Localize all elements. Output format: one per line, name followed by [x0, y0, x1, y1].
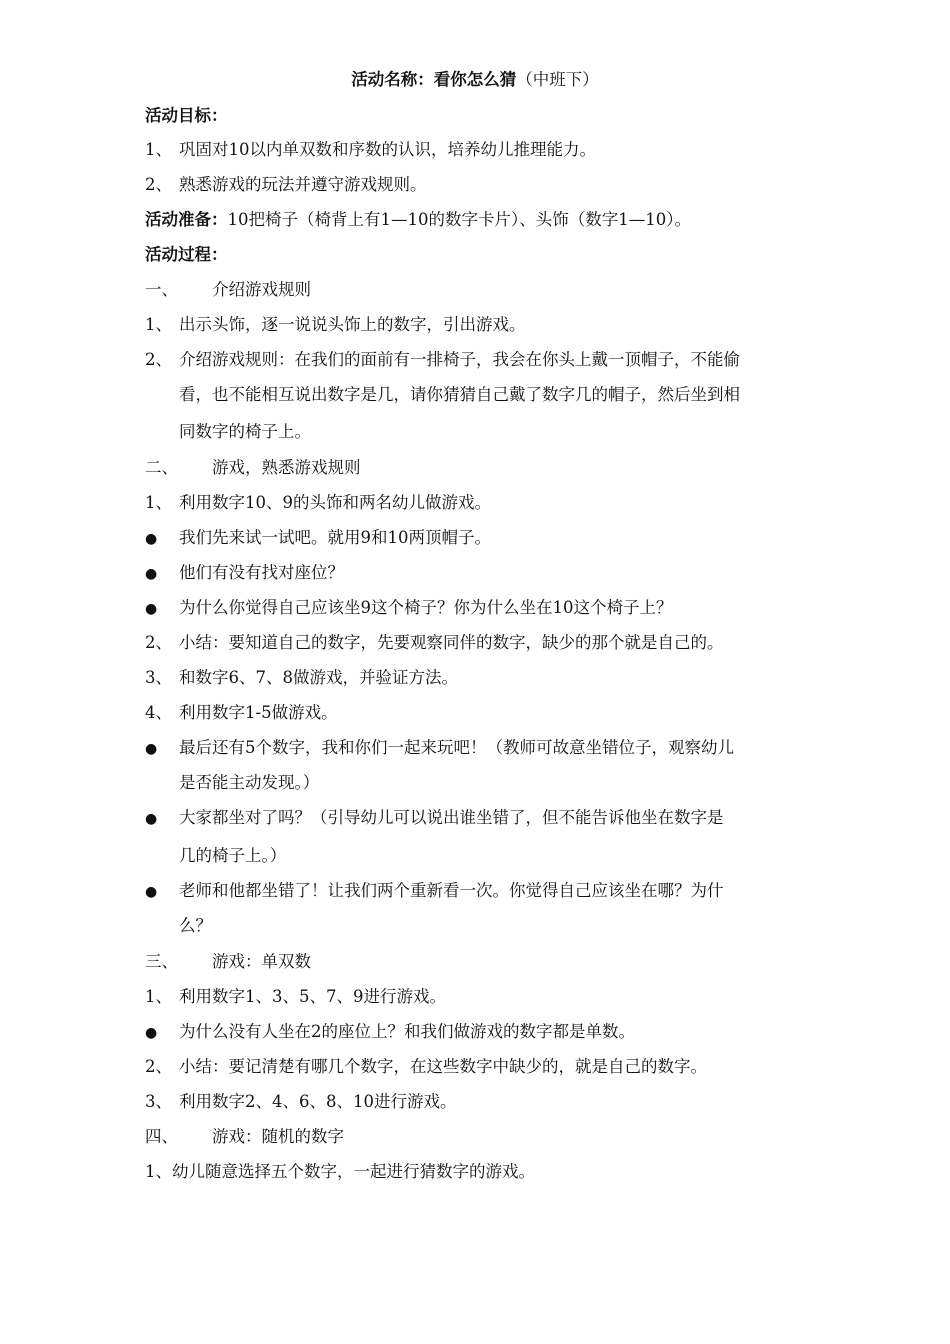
s2-bullet-2-text: 他们有没有找对座位？ — [179, 563, 344, 582]
section-2-num: 二、 — [145, 458, 178, 477]
s2-item-2 — [145, 631, 724, 655]
goal-item-1-num: 1、 — [145, 140, 172, 159]
s2-item-1 — [145, 491, 491, 515]
bullet-icon: ● — [145, 884, 158, 900]
s2-bullet-1 — [145, 526, 491, 551]
s2-item-3-text: 和数字6、7、8做游戏，并验证方法。 — [179, 668, 458, 687]
section-1-title: 介绍游戏规则 — [212, 280, 311, 299]
s2-bullet-6 — [145, 879, 724, 904]
bullet-icon: ● — [145, 601, 158, 617]
section-3-title: 游戏：单双数 — [212, 952, 311, 971]
s2-bullet-4-line-2: 是否能主动发现。） — [179, 773, 320, 792]
s4-item-1 — [145, 1160, 535, 1184]
bullet-icon: ● — [145, 741, 158, 757]
section-1-heading — [145, 278, 311, 302]
s3-item-3-text: 利用数字2、4、6、8、10进行游戏。 — [179, 1092, 457, 1111]
s1-item-2-num: 2、 — [145, 350, 172, 369]
section-3-heading — [145, 950, 311, 974]
s2-bullet-5 — [145, 806, 724, 831]
s4-item-1-text: 幼儿随意选择五个数字，一起进行猜数字的游戏。 — [172, 1162, 535, 1181]
s2-bullet-1-text: 我们先来试一试吧。就用9和10两顶帽子。 — [179, 528, 491, 547]
s4-item-1-num: 1、 — [145, 1162, 172, 1181]
bullet-icon: ● — [145, 531, 158, 547]
section-1-num: 一、 — [145, 280, 178, 299]
goal-item-1-text: 巩固对10以内单双数和序数的认识，培养幼儿推理能力。 — [179, 140, 596, 159]
section-4-num: 四、 — [145, 1127, 178, 1146]
s3-item-1-text: 利用数字1、3、5、7、9进行游戏。 — [179, 987, 446, 1006]
s2-item-3-num: 3、 — [145, 668, 172, 687]
goals-heading: 活动目标： — [145, 106, 228, 125]
s2-bullet-3-text: 为什么你觉得自己应该坐9这个椅子？你为什么坐在10这个椅子上？ — [179, 598, 673, 617]
s2-item-4 — [145, 701, 338, 725]
prep-text: 10把椅子（椅背上有1—10的数字卡片）、头饰（数字1—10）。 — [227, 210, 691, 229]
s2-bullet-4-line-1: 最后还有5个数字，我和你们一起来玩吧！（教师可故意坐错位子，观察幼儿 — [179, 738, 734, 757]
s3-item-3 — [145, 1090, 457, 1114]
s2-bullet-5-line-2: 几的椅子上。） — [179, 846, 287, 865]
s1-item-2-line-3: 同数字的椅子上。 — [179, 422, 311, 441]
s3-item-1-num: 1、 — [145, 987, 172, 1006]
section-2-title: 游戏，熟悉游戏规则 — [212, 458, 361, 477]
title-suffix: （中班下） — [516, 70, 599, 89]
s2-item-1-num: 1、 — [145, 493, 172, 512]
s3-item-1 — [145, 985, 446, 1009]
s2-bullet-6-line-2: 么？ — [179, 916, 212, 935]
s3-item-2-num: 2、 — [145, 1057, 172, 1076]
s2-item-3 — [145, 666, 458, 690]
s2-item-2-num: 2、 — [145, 633, 172, 652]
s1-item-1-text: 出示头饰，逐一说说头饰上的数字，引出游戏。 — [179, 315, 526, 334]
section-2-heading — [145, 456, 361, 480]
s3-bullet-1 — [145, 1020, 635, 1045]
s3-bullet-1-text: 为什么没有人坐在2的座位上？和我们做游戏的数字都是单数。 — [179, 1022, 635, 1041]
s3-item-2 — [145, 1055, 707, 1079]
goal-item-1 — [145, 138, 596, 162]
s1-item-1 — [145, 313, 526, 337]
s2-bullet-6-line-1: 老师和他都坐错了！让我们两个重新看一次。你觉得自己应该坐在哪？为什 — [179, 881, 724, 900]
s2-item-4-num: 4、 — [145, 703, 172, 722]
page-title — [0, 68, 950, 92]
s2-bullet-4 — [145, 736, 734, 761]
s2-item-1-text: 利用数字10、9的头饰和两名幼儿做游戏。 — [179, 493, 491, 512]
s3-item-2-text: 小结：要记清楚有哪几个数字，在这些数字中缺少的，就是自己的数字。 — [179, 1057, 707, 1076]
bullet-icon: ● — [145, 811, 158, 827]
section-4-heading — [145, 1125, 344, 1149]
title-main: 活动名称：看你怎么猜 — [351, 70, 517, 89]
goal-item-2 — [145, 173, 427, 197]
s1-item-2-line-2: 看，也不能相互说出数字是几，请你猜猜自己戴了数字几的帽子，然后坐到相 — [179, 385, 740, 404]
section-3-num: 三、 — [145, 952, 178, 971]
goal-item-2-text: 熟悉游戏的玩法并遵守游戏规则。 — [179, 175, 427, 194]
s2-bullet-2 — [145, 561, 344, 586]
s2-bullet-5-line-1: 大家都坐对了吗？（引导幼儿可以说出谁坐错了，但不能告诉他坐在数字是 — [179, 808, 724, 827]
section-4-title: 游戏：随机的数字 — [212, 1127, 344, 1146]
bullet-icon: ● — [145, 566, 158, 582]
s1-item-1-num: 1、 — [145, 315, 172, 334]
process-heading: 活动过程： — [145, 245, 228, 264]
prep-label: 活动准备： — [145, 210, 228, 229]
s3-item-3-num: 3、 — [145, 1092, 172, 1111]
s2-item-4-text: 利用数字1-5做游戏。 — [179, 703, 338, 722]
s1-item-2 — [145, 348, 740, 372]
goal-item-2-num: 2、 — [145, 175, 172, 194]
s2-item-2-text: 小结：要知道自己的数字，先要观察同伴的数字，缺少的那个就是自己的。 — [179, 633, 724, 652]
prep-line — [145, 208, 691, 232]
s2-bullet-3 — [145, 596, 673, 621]
s1-item-2-line-1: 介绍游戏规则：在我们的面前有一排椅子，我会在你头上戴一顶帽子，不能偷 — [179, 350, 740, 369]
bullet-icon: ● — [145, 1025, 158, 1041]
